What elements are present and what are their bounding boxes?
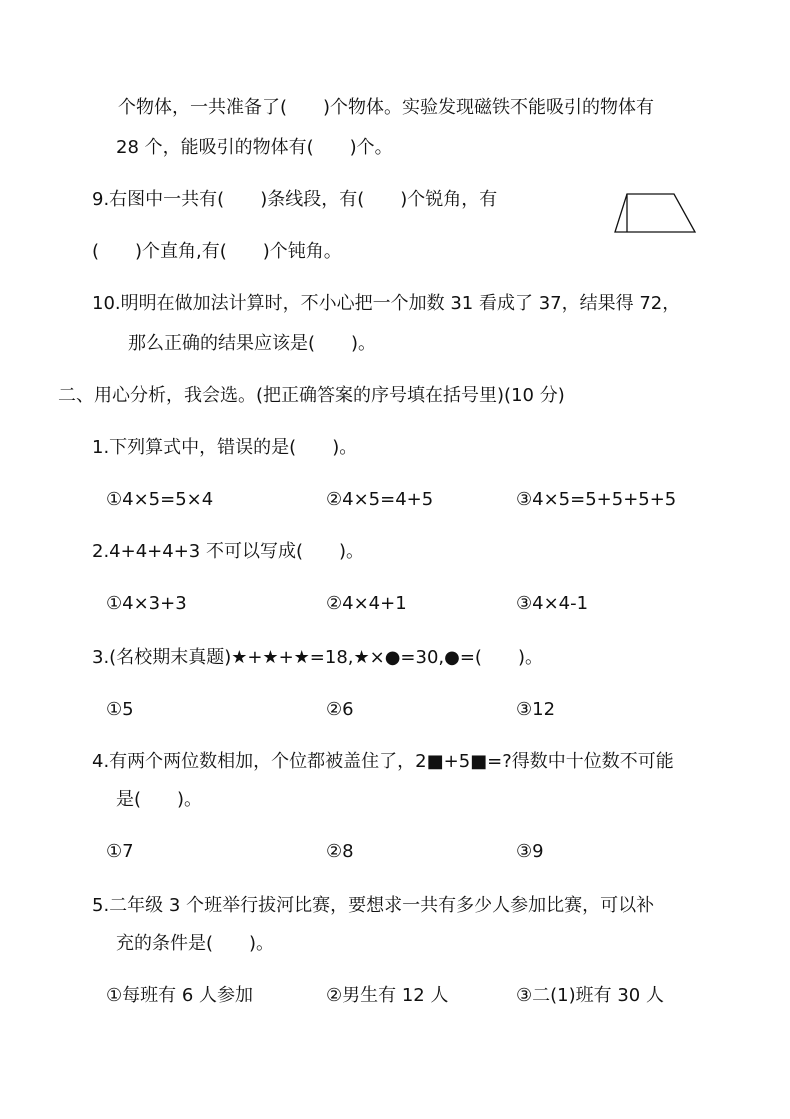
question-4-text-line-2: 是( )。 bbox=[116, 789, 203, 810]
question-4-text-line-1: 4.有两个两位数相加，个位都被盖住了，2■+5■=?得数中十位数不可能 bbox=[92, 751, 674, 772]
q9-line-2: ( )个直角,有( )个钝角。 bbox=[92, 241, 342, 262]
question-3-option-2: ②6 bbox=[326, 699, 354, 720]
question-2-option-2: ②4×4+1 bbox=[326, 593, 407, 614]
trapezoid-figure bbox=[612, 190, 698, 236]
section-2-heading: 二、用心分析，我会选。(把正确答案的序号填在括号里)(10 分) bbox=[58, 385, 565, 406]
question-3-option-1: ①5 bbox=[106, 699, 134, 720]
q10-line-1: 10.明明在做加法计算时，不小心把一个加数 31 看成了 37，结果得 72， bbox=[92, 293, 681, 314]
question-3-option-3: ③12 bbox=[516, 699, 556, 720]
question-5-option-3: ③二(1)班有 30 人 bbox=[516, 985, 664, 1006]
question-1-text: 1.下列算式中，错误的是( )。 bbox=[92, 437, 358, 458]
q8-continuation-line-2: 28 个，能吸引的物体有( )个。 bbox=[116, 137, 393, 158]
question-4-option-1: ①7 bbox=[106, 841, 134, 862]
question-5-option-2: ②男生有 12 人 bbox=[326, 985, 449, 1006]
question-2-option-1: ①4×3+3 bbox=[106, 593, 187, 614]
question-4-option-3: ③9 bbox=[516, 841, 544, 862]
question-4-option-2: ②8 bbox=[326, 841, 354, 862]
question-3-text: 3.(名校期末真题)★+★+★=18,★×●=30,●=( )。 bbox=[92, 647, 543, 668]
q8-continuation-line-1: 个物体，一共准备了( )个物体。实验发现磁铁不能吸引的物体有 bbox=[118, 97, 655, 118]
question-5-text-line-1: 5.二年级 3 个班举行拔河比赛，要想求一共有多少人参加比赛，可以补 bbox=[92, 895, 655, 916]
q9-line-1: 9.右图中一共有( )条线段，有( )个锐角，有 bbox=[92, 189, 498, 210]
question-2-option-3: ③4×4-1 bbox=[516, 593, 589, 614]
question-2-text: 2.4+4+4+3 不可以写成( )。 bbox=[92, 541, 364, 562]
question-5-text-line-2: 充的条件是( )。 bbox=[116, 933, 275, 954]
q10-line-2: 那么正确的结果应该是( )。 bbox=[128, 333, 377, 354]
question-1-option-2: ②4×5=4+5 bbox=[326, 489, 434, 510]
question-1-option-3: ③4×5=5+5+5+5 bbox=[516, 489, 677, 510]
question-1-option-1: ①4×5=5×4 bbox=[106, 489, 214, 510]
question-5-option-1: ①每班有 6 人参加 bbox=[106, 985, 254, 1006]
